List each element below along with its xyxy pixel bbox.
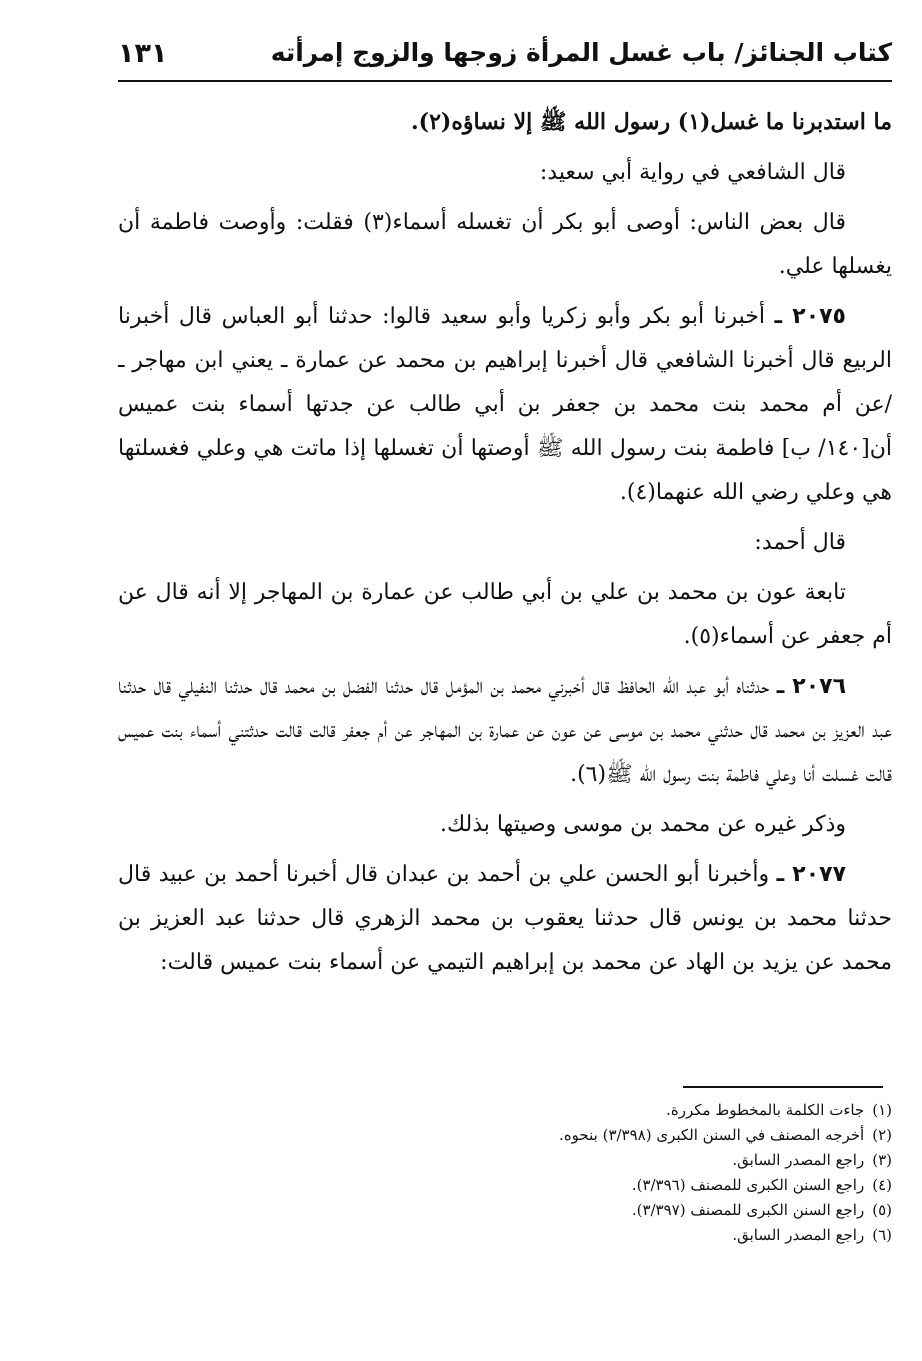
footnote-mark: (٣) — [872, 1151, 892, 1169]
footnote-text: أخرجه المصنف في السنن الكبرى (٣/٣٩٨) بنحوه. — [559, 1126, 865, 1144]
paragraph — [118, 295, 892, 515]
running-header — [118, 38, 892, 76]
footnote-item — [300, 1198, 892, 1223]
paragraph — [118, 100, 892, 145]
hadith-number: ٢٠٧٧ ـ — [776, 862, 846, 887]
hadith-number: ٢٠٧٦ ـ — [776, 674, 847, 699]
paragraph-text: ما استدبرنا ما غسل(١) رسول الله ﷺ إلا نساؤه(٢). — [411, 109, 892, 135]
footnote-text: راجع السنن الكبرى للمصنف (٣/٣٩٧). — [631, 1201, 865, 1219]
paragraph-text: قال أحمد: — [754, 530, 846, 555]
footnote-mark: (٤) — [872, 1176, 892, 1194]
paragraph — [118, 803, 892, 847]
footnote-item — [300, 1098, 892, 1123]
footnotes — [300, 1098, 892, 1248]
paragraph-text: حدثناه أبو عبد الله الحافظ قال أخبرني محمد بن المؤمل قال حدثنا الفضل بن محمد قال حدثنا النفيلي قال حدثنا عبد العزيز بن محمد قال حدثني محمد بن موسى عن عون عن عمارة بن المهاجر عن أم جعفر قالت قالت حدثتني أسماء بنت عميس قالت غسلت أنا وعلي فاطمة بنت رسول الله ﷺ(٦). — [118, 674, 892, 787]
footnote-item — [300, 1223, 892, 1248]
footnote-text: جاءت الكلمة بالمخطوط مكررة. — [666, 1101, 865, 1119]
header-divider — [118, 80, 892, 82]
footnote-mark: (١) — [872, 1101, 892, 1119]
footnote-text: راجع المصدر السابق. — [732, 1151, 865, 1169]
paragraph-text: تابعة عون بن محمد بن علي بن أبي طالب عن عمارة بن المهاجر إلا أنه قال عن أم جعفر عن أسماء(٥). — [118, 580, 892, 649]
paragraph — [118, 201, 892, 289]
page-number: ١٣١ — [118, 38, 168, 69]
header-title: كتاب الجنائز/ باب غسل المرأة زوجها والزوج إمرأته — [270, 38, 892, 67]
paragraph-text: أخبرنا أبو بكر وأبو زكريا وأبو سعيد قالوا: حدثنا أبو العباس قال أخبرنا الربيع قال أخبرنا الشافعي قال أخبرنا إبراهيم بن محمد عن عمارة ـ يعني ابن مهاجر ـ /عن أم محمد بنت محمد بن جعفر بن أبي طالب عن جدتها أسماء بنت عميس أن[١٤٠/ ب] فاطمة بنت رسول الله ﷺ أوصتها أن تغسلها إذا ماتت هي وعلي فغسلتها هي وعلي رضي الله عنهما(٤). — [118, 304, 892, 505]
paragraph — [118, 151, 892, 195]
paragraph — [118, 521, 892, 565]
footnote-mark: (٢) — [872, 1126, 892, 1144]
footnote-text: راجع المصدر السابق. — [732, 1226, 865, 1244]
paragraph — [118, 665, 892, 797]
paragraph-text: وأخبرنا أبو الحسن علي بن أحمد بن عبدان قال أخبرنا أحمد بن عبيد قال حدثنا محمد بن يونس قال حدثنا يعقوب بن محمد الزهري قال حدثنا عبد العزيز بن محمد عن يزيد بن الهاد عن محمد بن إبراهيم التيمي عن أسماء بنت عميس قالت: — [118, 862, 892, 975]
footnote-item — [300, 1148, 892, 1173]
footnote-mark: (٥) — [872, 1201, 892, 1219]
paragraph — [118, 571, 892, 659]
paragraph-text: وذكر غيره عن محمد بن موسى وصيتها بذلك. — [439, 812, 846, 837]
hadith-number: ٢٠٧٥ ـ — [774, 304, 846, 329]
paragraph — [118, 853, 892, 985]
footnote-text: راجع السنن الكبرى للمصنف (٣/٣٩٦). — [631, 1176, 865, 1194]
footnote-item — [300, 1123, 892, 1148]
paragraph-text: قال بعض الناس: أوصى أبو بكر أن تغسله أسماء(٣) فقلت: وأوصت فاطمة أن يغسلها علي. — [118, 210, 892, 279]
paragraph-text: قال الشافعي في رواية أبي سعيد: — [539, 160, 846, 185]
footnote-item — [300, 1173, 892, 1198]
footnote-mark: (٦) — [872, 1226, 892, 1244]
footnote-divider — [683, 1086, 883, 1088]
main-text — [118, 100, 892, 991]
